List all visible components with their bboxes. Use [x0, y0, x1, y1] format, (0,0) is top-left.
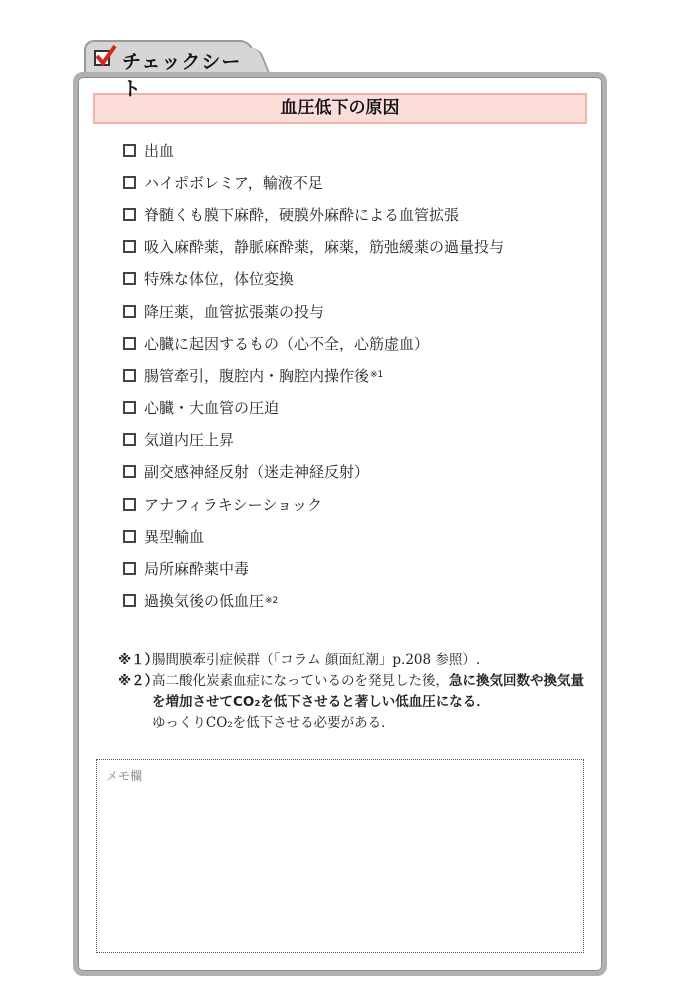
- checklist-item[interactable]: [123, 198, 504, 230]
- checklist-item[interactable]: [123, 585, 504, 617]
- checklist-item-label: 心臓・大血管の圧迫: [144, 399, 280, 418]
- checklist-item-label: アナフィラキシーショック: [144, 495, 323, 514]
- checklist-item-label: 心臓に起因するもの（心不全，心筋虚血）: [144, 334, 430, 353]
- checkbox[interactable]: [123, 176, 136, 189]
- footnote-text-plain: 高二酸化炭素血症になっているのを発見した後，: [152, 673, 449, 689]
- checkbox[interactable]: [123, 144, 136, 157]
- footnote-ref: ※2: [265, 595, 279, 606]
- checklist-item-label: 脊髄くも膜下麻酔，硬膜外麻酔による血管拡張: [144, 205, 460, 224]
- checklist-item-label: 出血: [144, 141, 175, 160]
- checklist-item[interactable]: [123, 134, 504, 166]
- check-sheet-tab: [84, 40, 254, 100]
- checklist-item[interactable]: [123, 520, 504, 552]
- checklist-item[interactable]: [123, 263, 504, 295]
- section-header: 血圧低下の原因: [93, 93, 587, 124]
- checklist-item[interactable]: [123, 424, 504, 456]
- checkbox[interactable]: [123, 562, 136, 575]
- checkmark-checkbox-icon: [94, 50, 110, 66]
- footnote-ref: ※1: [370, 370, 384, 381]
- checkbox[interactable]: [123, 498, 136, 511]
- memo-area[interactable]: [96, 759, 584, 953]
- checkbox[interactable]: [123, 369, 136, 382]
- checklist-item[interactable]: [123, 295, 504, 327]
- footnote-text-bold: 急に換気回数や換気量を増加させてCO₂を低下させると著しい低血圧になる．: [152, 673, 584, 710]
- checklist-item-label: 降圧薬，血管拡張薬の投与: [144, 302, 325, 321]
- checklist-item[interactable]: [123, 392, 504, 424]
- checkbox[interactable]: [123, 337, 136, 350]
- checkbox[interactable]: [123, 272, 136, 285]
- checklist-item[interactable]: [123, 456, 504, 488]
- footnote-text: [152, 671, 592, 734]
- checklist-item[interactable]: [123, 552, 504, 584]
- tab-title: チェックシート: [122, 51, 242, 100]
- checkbox[interactable]: [123, 465, 136, 478]
- checklist: [123, 134, 504, 617]
- checklist-item[interactable]: [123, 166, 504, 198]
- checkbox[interactable]: [123, 530, 136, 543]
- checklist-item-label: 過換気後の低血圧: [144, 592, 265, 611]
- footnote-1: [118, 650, 592, 671]
- memo-label: メモ欄: [106, 769, 143, 783]
- checkbox[interactable]: [123, 401, 136, 414]
- footnote-text-end: ゆっくりCO₂を低下させる必要がある．: [152, 715, 395, 731]
- checklist-item-label: 特殊な体位，体位変換: [144, 270, 295, 289]
- checkbox[interactable]: [123, 208, 136, 221]
- checkbox[interactable]: [123, 240, 136, 253]
- footnote-2: [118, 671, 592, 734]
- checkbox[interactable]: [123, 305, 136, 318]
- checklist-item[interactable]: [123, 359, 504, 391]
- checklist-item-label: 気道内圧上昇: [144, 431, 235, 450]
- footnote-mark: ※２）: [118, 673, 159, 689]
- checklist-item-label: 吸入麻酔薬，静脈麻酔薬，麻薬，筋弛緩薬の過量投与: [144, 238, 505, 257]
- checklist-item-label: 腸管牽引，腹腔内・胸腔内操作後: [144, 366, 370, 385]
- checklist-item[interactable]: [123, 327, 504, 359]
- footnote-mark: ※１）: [118, 652, 159, 668]
- checklist-item[interactable]: [123, 231, 504, 263]
- checkbox[interactable]: [123, 594, 136, 607]
- checklist-item-label: 副交感神経反射（迷走神経反射）: [144, 463, 370, 482]
- checklist-item-label: ハイポボレミア，輸液不足: [144, 173, 323, 192]
- checkbox[interactable]: [123, 433, 136, 446]
- checklist-item-label: 異型輸血: [144, 527, 205, 546]
- footnote-text: 腸間膜牽引症候群（「コラム 顔面紅潮」p.208 参照）.: [152, 652, 481, 668]
- footnotes: [118, 650, 592, 734]
- checklist-item[interactable]: [123, 488, 504, 520]
- checklist-item-label: 局所麻酔薬中毒: [144, 560, 250, 579]
